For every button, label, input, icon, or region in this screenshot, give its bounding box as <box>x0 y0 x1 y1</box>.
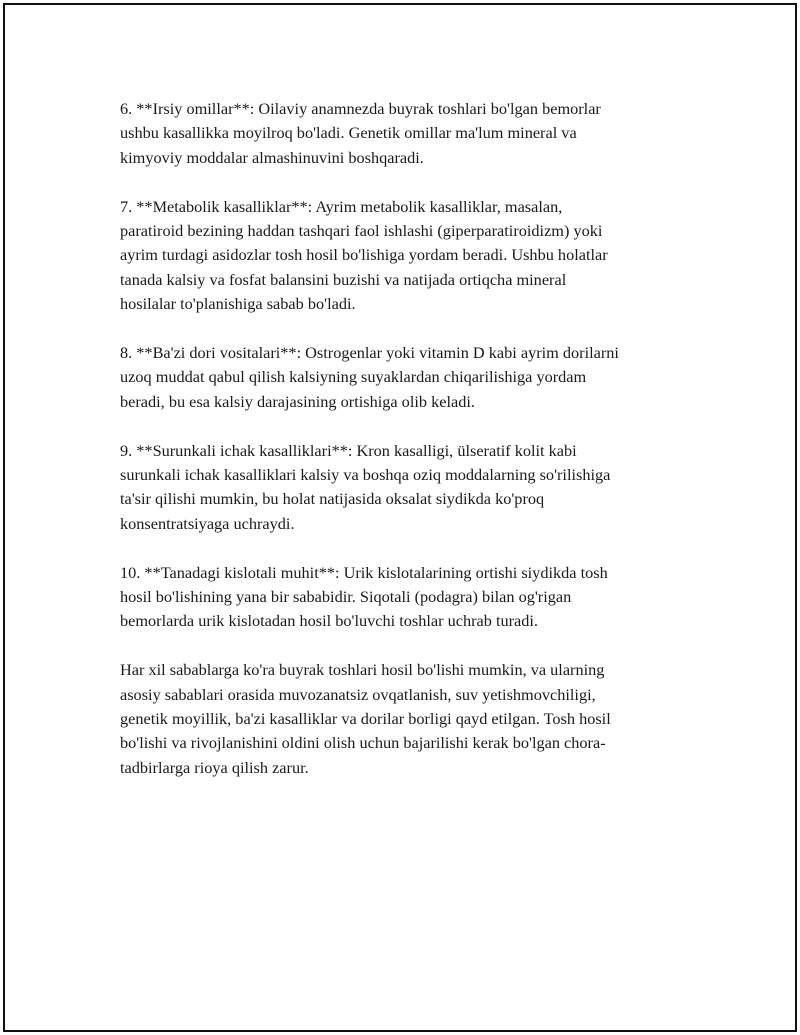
paragraph-acidic-environment: 10. **Tanadagi kislotali muhit**: Urik kislotalarining ortishi siydikda tosh hosil bo'lishining yana bir sababidir. Siqotali (podagra) bilan og'rigan bemorlarda urik kislotadan hosil bo'luvchi toshlar uchrab turadi. <box>120 562 608 631</box>
page-frame <box>3 3 797 1032</box>
document-body <box>120 97 695 805</box>
paragraph-medications: 8. **Ba'zi dori vositalari**: Ostrogenlar yoki vitamin D kabi ayrim dorilarni uzoq muddat qabul qilish kalsiyning suyaklardan chiqarilishiga yordam beradi, bu esa kalsiy darajasining ortishiga olib keladi. <box>120 343 619 411</box>
paragraph-conclusion: Har xil sabablarga ko'ra buyrak toshlari hosil bo'lishi mumkin, va ularning asosiy sabablari orasida muvozanatsiz ovqatlanish, suv yetishmovchiligi, genetik moyillik, ba'zi kasalliklar va dorilar borligi qayd etilgan. Tosh hosil bo'lishi va rivojlanishini oldini olish uchun bajarilishi kerak bo'lgan chora- tadbirlarga rioya qilish zarur. <box>120 660 611 777</box>
paragraph-metabolic-diseases: 7. **Metabolik kasalliklar**: Ayrim metabolik kasalliklar, masalan, paratiroid bezining haddan tashqari faol ishlashi (giperparatiroidizm) yoki ayrim turdagi asidozlar tosh hosil bo'lishiga yordam beradi. Ushbu holatlar tanada kalsiy va fosfat balansini buzishi va natijada ortiqcha mineral hosilalar to'planishiga sabab bo'ladi. <box>120 196 608 314</box>
paragraph-chronic-bowel-diseases: 9. **Surunkali ichak kasalliklari**: Kron kasalligi, ülseratif kolit kabi surunkali ichak kasalliklari kalsiy va boshqa oziq moddalarning so'rilishiga ta'sir qilishi mumkin, bu holat natijasida oksalat siydikda ko'proq konsentratsiyaga uchraydi. <box>120 440 611 533</box>
paragraph-hereditary-factors: 6. **Irsiy omillar**: Oilaviy anamnezda buyrak toshlari bo'lgan bemorlar ushbu kasallikka moyilroq bo'ladi. Genetik omillar ma'lum mineral va kimyoviy moddalar almashinuvini boshqaradi. <box>120 99 601 167</box>
